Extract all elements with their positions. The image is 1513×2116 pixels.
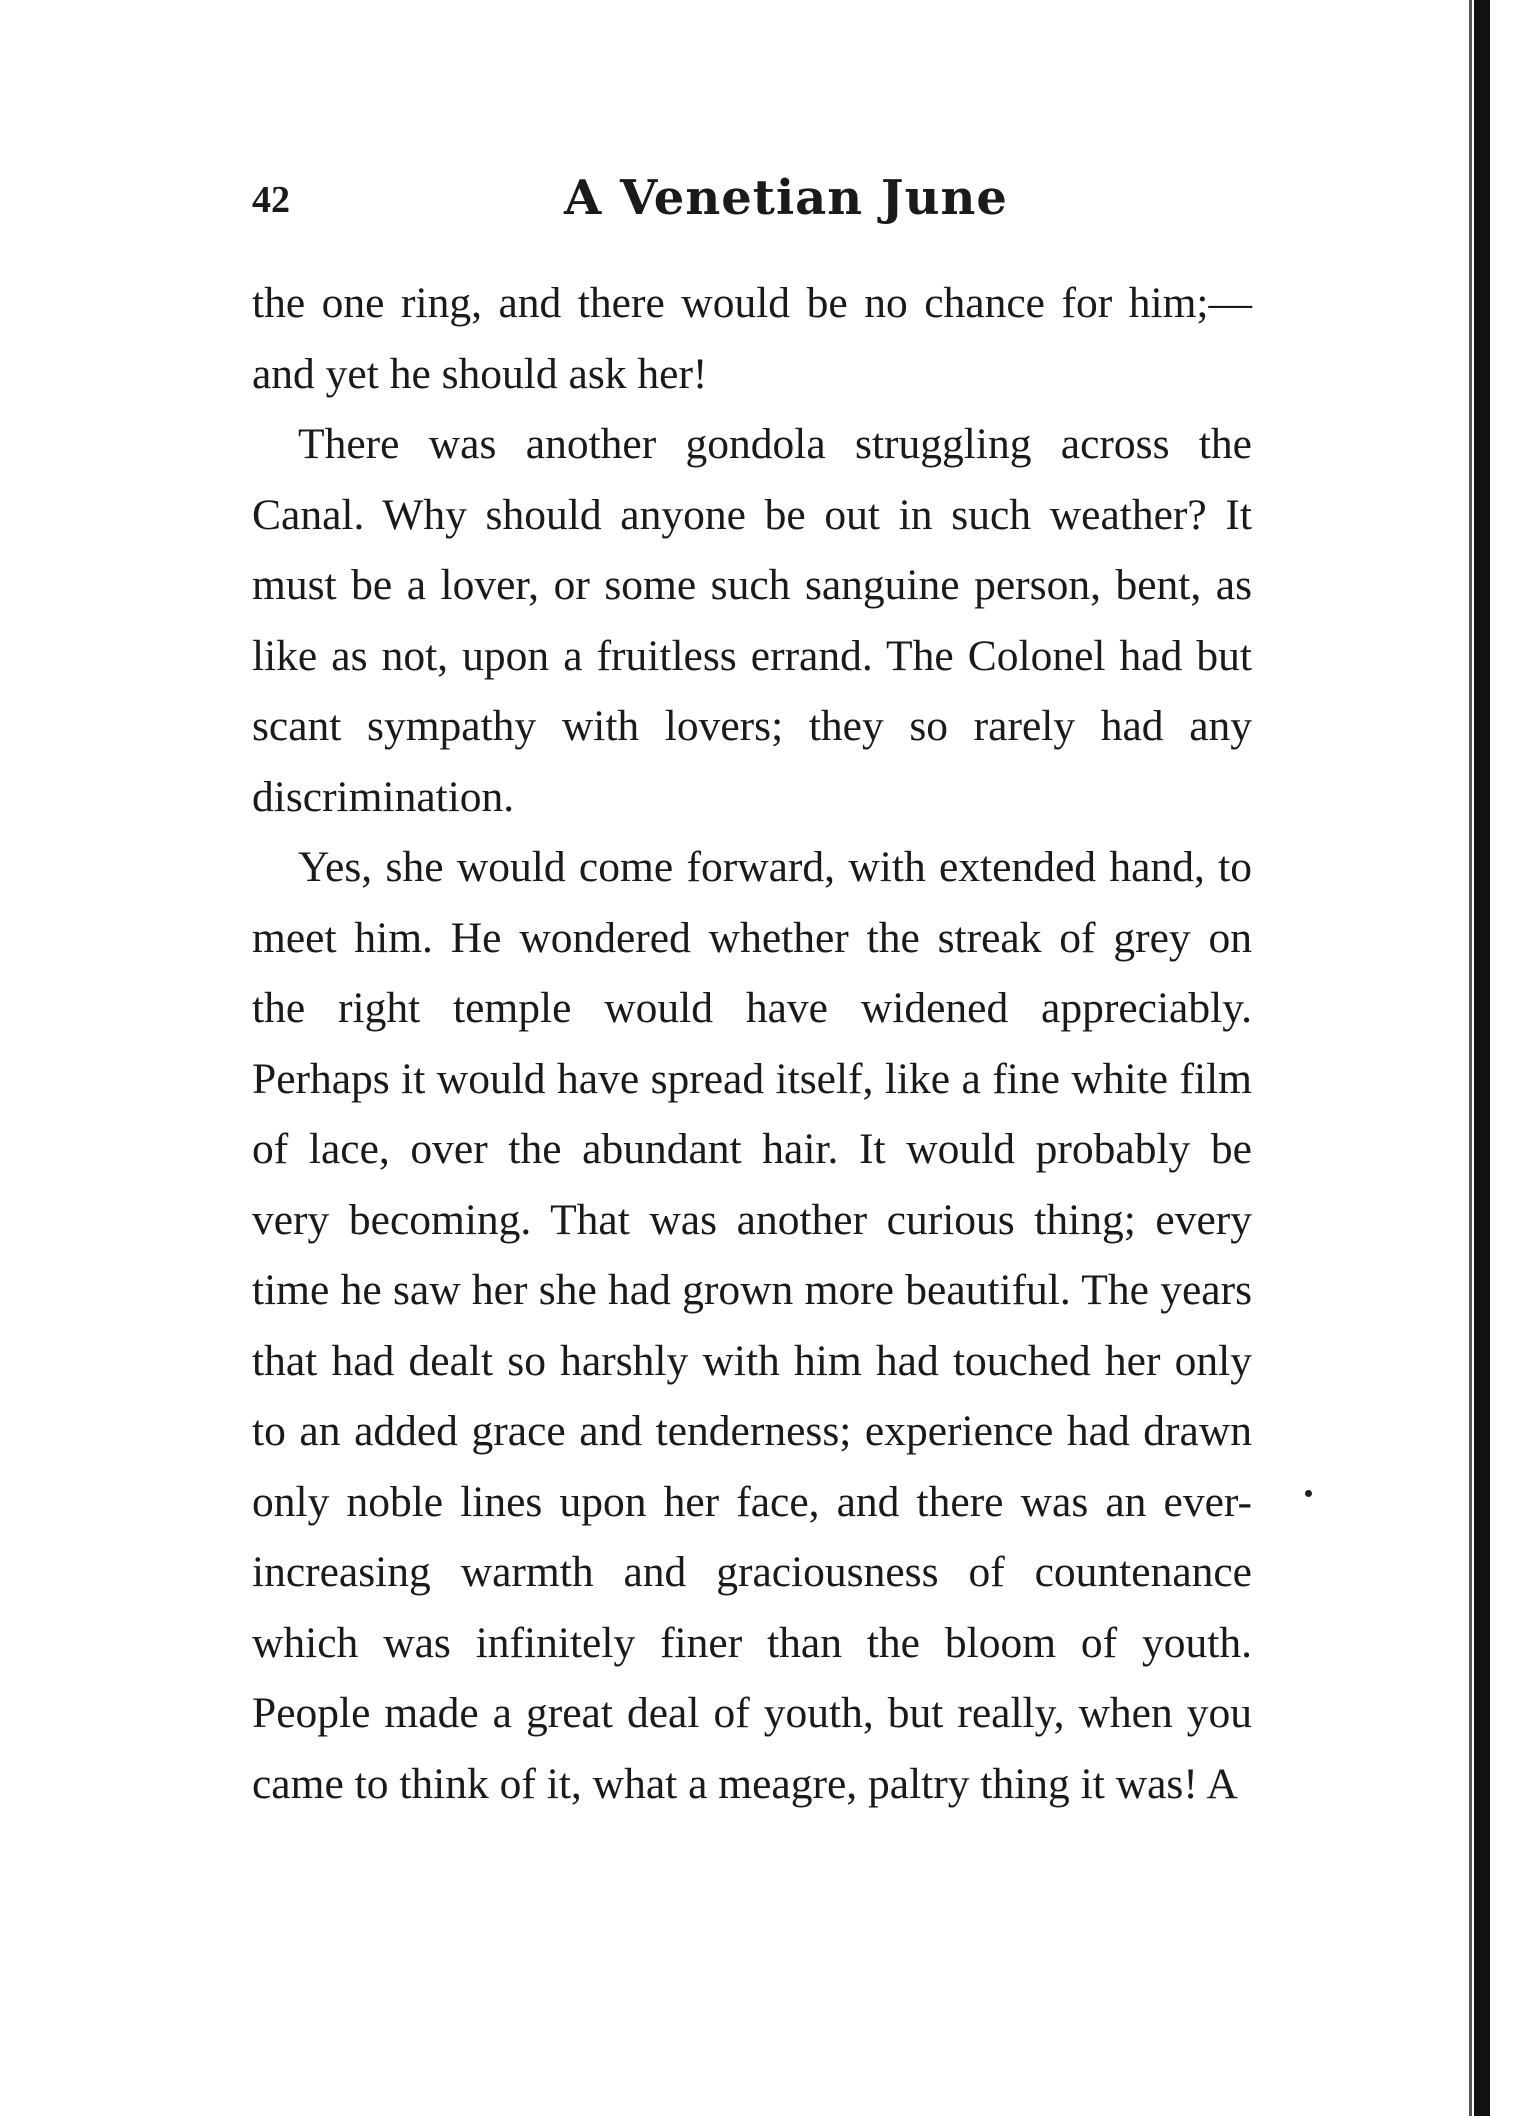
ink-speck: [1305, 1490, 1312, 1497]
book-title: A Venetian June: [564, 170, 1008, 226]
page-gutter-shadow: [1469, 0, 1472, 2116]
page-number: 42: [252, 179, 290, 221]
running-head: [252, 170, 1252, 240]
paragraph-2: There was another gondola struggling across the Canal. Why should anyone be out in such weather? It must be a lover, or some such sanguine person, bent, as like as not, upon a fruitless errand. The Colonel had but scant sympathy with lovers; they so rarely had any discrimination.: [252, 420, 1252, 821]
paragraph-1: the one ring, and there would be no chance for him;—and yet he should ask her!: [252, 279, 1252, 398]
book-spine-edge: [1474, 0, 1490, 2116]
paragraph-3: Yes, she would come forward, with extended hand, to meet him. He wondered whether the streak of grey on the right temple would have widened appreciably. Perhaps it would have spread itself, like a fine white film of lace, over the abundant hair. It would probably be very becoming. That was another curious thing; every time he saw her she had grown more beautiful. The years that had dealt so harshly with him had touched her only to an added grace and tenderness; experience had drawn only noble lines upon her face, and there was an ever-increasing warmth and graciousness of countenance which was infinitely finer than the bloom of youth. People made a great deal of youth, but really, when you came to think of it, what a meagre, paltry thing it was! A: [252, 843, 1252, 1808]
body-text: [252, 268, 1252, 1819]
